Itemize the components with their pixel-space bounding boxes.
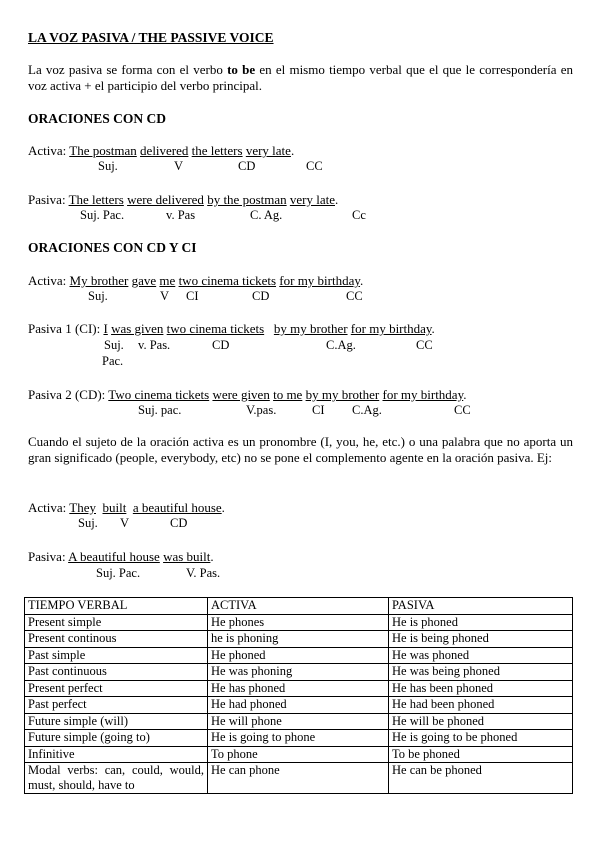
- table-cell: Modal verbs: can, could, would, must, should, have to: [25, 763, 208, 794]
- header-cell: ACTIVA: [208, 598, 389, 615]
- table-cell: Present simple: [25, 614, 208, 631]
- s1-activa-tag-suj: Suj.: [98, 159, 118, 173]
- table-row: [25, 647, 573, 664]
- s2-activa-tag-suj: Suj.: [88, 289, 108, 303]
- s2-pasiva1-end: .: [431, 321, 435, 336]
- table-row: [25, 631, 573, 648]
- section2-heading: ORACIONES CON CD Y CI: [28, 240, 197, 255]
- ex-activa-tag-cd: CD: [170, 516, 188, 530]
- table-row: [25, 680, 573, 697]
- ex-pasiva-tag-suj: Suj. Pac.: [96, 566, 141, 580]
- intro-text-bold: to be: [227, 62, 256, 77]
- table-cell: Future simple (going to): [25, 730, 208, 747]
- table-cell: He will phone: [208, 713, 389, 730]
- ex-pasiva-verb: was built: [163, 549, 211, 564]
- s1-activa-cd: the letters: [191, 143, 243, 158]
- s1-activa-tag-cc: CC: [306, 159, 323, 173]
- s2-activa-verb: gave: [131, 273, 157, 288]
- table-row: [25, 746, 573, 763]
- s1-pasiva-tag-cag: C. Ag.: [250, 208, 283, 222]
- table-row: [25, 730, 573, 747]
- s1-pasiva-subject: The letters: [68, 192, 124, 207]
- s2-activa-ci: me: [159, 273, 176, 288]
- table-cell: He has been phoned: [389, 680, 573, 697]
- ex-activa-tag-v: V: [120, 516, 130, 530]
- s2-pasiva1-tag-suj: Suj.: [104, 338, 124, 352]
- s2-pasiva2-tag-cag: C.Ag.: [352, 403, 382, 417]
- ex-activa-label: Activa:: [28, 500, 67, 515]
- table-cell: He phoned: [208, 647, 389, 664]
- s1-activa-end: .: [290, 143, 295, 158]
- s2-pasiva1-sentence: [28, 321, 435, 337]
- ex-activa-verb: built: [102, 500, 127, 515]
- s2-pasiva1-cd: two cinema tickets: [166, 321, 265, 336]
- ex-activa-subject: They: [69, 500, 96, 515]
- table-cell: Past continuous: [25, 664, 208, 681]
- table-cell: He is phoned: [389, 614, 573, 631]
- s2-pasiva2-cc: for my birthday: [382, 387, 464, 402]
- s2-pasiva1-tag-cd: CD: [212, 338, 230, 352]
- table-cell: Past perfect: [25, 697, 208, 714]
- s2-pasiva1-tag-pac: Pac.: [102, 354, 124, 368]
- table-cell: He is going to phone: [208, 730, 389, 747]
- s1-pasiva-tag-v: v. Pas: [166, 208, 196, 222]
- table-row: [25, 763, 573, 794]
- table-cell: He was phoning: [208, 664, 389, 681]
- table-row: [25, 697, 573, 714]
- s2-activa-tag-cc: CC: [346, 289, 363, 303]
- intro-text-after: en el mismo tiempo verbal que el que le correspondería en voz activa + el participio del verbo principal.: [28, 62, 574, 93]
- table-row: [25, 614, 573, 631]
- s1-activa-cc: very late: [245, 143, 291, 158]
- table-cell: He is being phoned: [389, 631, 573, 648]
- table-cell: To phone: [208, 746, 389, 763]
- s2-activa-subject: My brother: [69, 273, 129, 288]
- ex-activa-end: .: [221, 500, 225, 515]
- ex-pasiva-end: .: [210, 549, 214, 564]
- s2-pasiva2-subject: Two cinema tickets: [108, 387, 210, 402]
- s1-pasiva-label: Pasiva:: [28, 192, 66, 207]
- note-paragraph: Cuando el sujeto de la oración activa es un pronombre (I, you, he, etc.) o una palabra que no aporta un gran significado (people, everybody, etc) no se pone el complemento agente en la oración pasiva. Ej:: [28, 434, 573, 465]
- s2-pasiva2-tag-suj: Suj. pac.: [138, 403, 182, 417]
- ex-activa-cd: a beautiful house: [132, 500, 222, 515]
- s2-activa-tag-ci: CI: [186, 289, 199, 303]
- ex-pasiva-sentence: [28, 549, 214, 565]
- page-title: LA VOZ PASIVA / THE PASSIVE VOICE: [28, 30, 274, 45]
- table-cell: Past simple: [25, 647, 208, 664]
- s2-pasiva2-sentence: [28, 387, 466, 403]
- table-cell: he is phoning: [208, 631, 389, 648]
- table-cell: Infinitive: [25, 746, 208, 763]
- s1-pasiva-end: .: [335, 192, 339, 207]
- header-cell: TIEMPO VERBAL: [25, 598, 208, 615]
- table-cell: He can be phoned: [389, 763, 573, 794]
- intro-paragraph: [28, 62, 573, 94]
- ex-pasiva-label: Pasiva:: [28, 549, 66, 564]
- s2-pasiva2-tag-v: V.pas.: [246, 403, 277, 417]
- s2-pasiva2-tag-ci: CI: [312, 403, 325, 417]
- s2-pasiva1-verb: was given: [111, 321, 164, 336]
- table-cell: He had phoned: [208, 697, 389, 714]
- table-cell: He can phone: [208, 763, 389, 794]
- s2-pasiva2-ci: to me: [273, 387, 303, 402]
- s2-activa-cc: for my birthday: [279, 273, 361, 288]
- table-header-row: [25, 598, 573, 615]
- tenses-table: [24, 597, 573, 794]
- s1-pasiva-agent: by the postman: [207, 192, 287, 207]
- s2-pasiva1-cc: for my birthday: [350, 321, 432, 336]
- ex-activa-tag-suj: Suj.: [78, 516, 98, 530]
- s2-pasiva2-agent: by my brother: [305, 387, 380, 402]
- table-cell: He was phoned: [389, 647, 573, 664]
- s1-activa-tag-cd: CD: [238, 159, 256, 173]
- s1-pasiva-tag-suj: Suj. Pac.: [80, 208, 125, 222]
- ex-pasiva-tag-v: V. Pas.: [186, 566, 221, 580]
- table-row: [25, 664, 573, 681]
- s2-pasiva2-end: .: [463, 387, 467, 402]
- s1-activa-sentence: [28, 143, 294, 159]
- s1-activa-subject: The postman: [69, 143, 137, 158]
- s2-activa-tag-v: V: [160, 289, 170, 303]
- header-cell: PASIVA: [389, 598, 573, 615]
- table-cell: He had been phoned: [389, 697, 573, 714]
- s1-activa-verb: delivered: [140, 143, 189, 158]
- s2-pasiva1-tag-cc: CC: [416, 338, 433, 352]
- table-cell: Present continous: [25, 631, 208, 648]
- s2-pasiva2-tag-cc: CC: [454, 403, 471, 417]
- s1-pasiva-tag-cc: Cc: [352, 208, 366, 222]
- table-cell: He phones: [208, 614, 389, 631]
- table-cell: He is going to be phoned: [389, 730, 573, 747]
- table-cell: He will be phoned: [389, 713, 573, 730]
- section1-heading: ORACIONES CON CD: [28, 111, 167, 126]
- s2-pasiva1-label: Pasiva 1 (CI):: [28, 321, 101, 336]
- s2-pasiva1-agent: by my brother: [273, 321, 348, 336]
- table-cell: Future simple (will): [25, 713, 208, 730]
- s1-pasiva-verb: were delivered: [127, 192, 204, 207]
- s1-pasiva-cc: very late: [289, 192, 335, 207]
- table-cell: He has phoned: [208, 680, 389, 697]
- s1-activa-tag-v: V: [174, 159, 184, 173]
- ex-pasiva-subject: A beautiful house: [68, 549, 160, 564]
- s2-pasiva1-tag-v: v. Pas.: [138, 338, 171, 352]
- s2-activa-label: Activa:: [28, 273, 67, 288]
- s2-pasiva1-tag-cag: C.Ag.: [326, 338, 356, 352]
- s1-pasiva-sentence: [28, 192, 338, 208]
- table-cell: To be phoned: [389, 746, 573, 763]
- intro-text-before: La voz pasiva se forma con el verbo: [28, 62, 228, 77]
- s2-pasiva2-label: Pasiva 2 (CD):: [28, 387, 106, 402]
- s2-pasiva1-subject: I: [103, 321, 108, 336]
- s2-activa-tag-cd: CD: [252, 289, 270, 303]
- table-cell: He was being phoned: [389, 664, 573, 681]
- table-cell: Present perfect: [25, 680, 208, 697]
- s1-activa-label: Activa:: [28, 143, 67, 158]
- ex-activa-sentence: [28, 500, 225, 516]
- s2-activa-cd: two cinema tickets: [178, 273, 277, 288]
- s2-pasiva2-verb: were given: [212, 387, 270, 402]
- s2-activa-sentence: [28, 273, 363, 289]
- s2-activa-end: .: [360, 273, 364, 288]
- table-row: [25, 713, 573, 730]
